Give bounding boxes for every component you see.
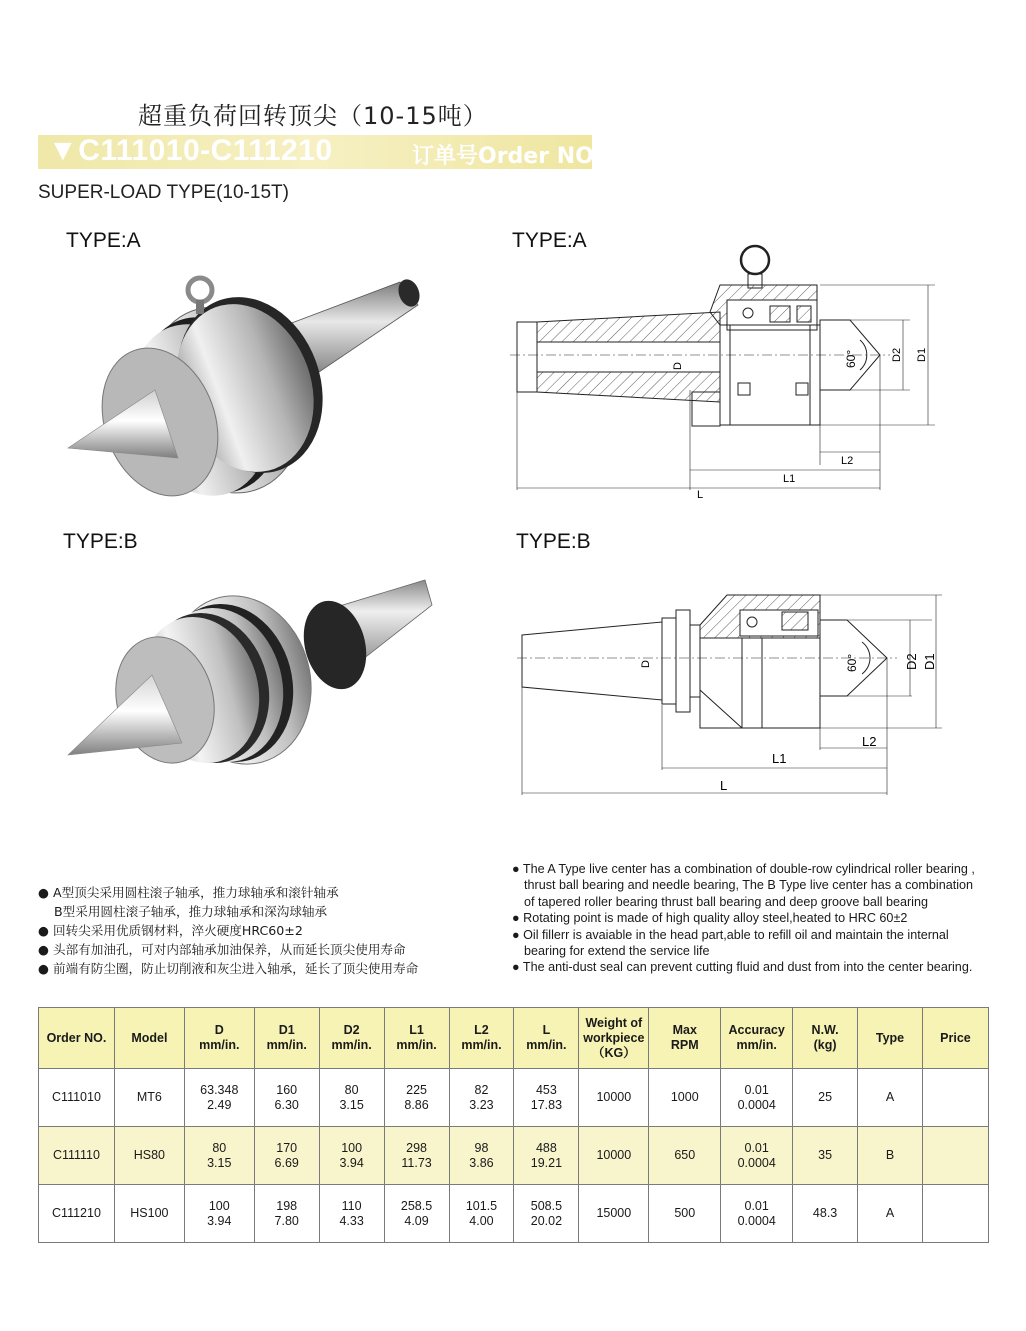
cell-line: 6.30: [274, 1097, 299, 1112]
col-header-line: Weight of: [585, 1015, 643, 1030]
cell-line: HS80: [133, 1148, 166, 1162]
cell-line: 11.73: [401, 1155, 432, 1170]
cell-line: 82: [474, 1082, 489, 1097]
col-header-line: mm/in.: [396, 1038, 437, 1052]
cell-line: 160: [276, 1082, 298, 1097]
col-header-line: D: [214, 1023, 224, 1037]
dim-b-l2: L2: [862, 734, 877, 749]
cell-line: 7.80: [274, 1213, 299, 1228]
dim-b-d2: D2: [904, 653, 919, 670]
spec-table: [38, 1007, 989, 1243]
note-en-7: ● The anti-dust seal can prevent cutting fluid and dust from into the center bearing.: [512, 960, 973, 975]
table-cell: [114, 1127, 184, 1185]
note-en-5: ● Oil fillerr is avaiable in the head part,able to refill oil and maintain the internal: [512, 927, 949, 942]
col-header: [39, 1008, 115, 1069]
cell-line: 3.15: [207, 1155, 232, 1170]
cell-line: 25: [818, 1090, 833, 1104]
col-header: [922, 1008, 988, 1069]
cell-line: 1000: [670, 1090, 699, 1104]
cell-line: 0.01: [744, 1140, 769, 1155]
table-cell: [922, 1127, 988, 1185]
cell-line: 63.348: [200, 1082, 239, 1097]
table-header-row: [39, 1008, 989, 1069]
col-header: [858, 1008, 923, 1069]
cell-line: 80: [344, 1082, 359, 1097]
table-cell: [384, 1127, 449, 1185]
table-cell: [39, 1185, 115, 1243]
type-a-drawing-label: TYPE:A: [512, 229, 587, 252]
cell-line: 20.02: [530, 1213, 563, 1228]
table-cell: [649, 1069, 721, 1127]
table-cell: [721, 1185, 793, 1243]
cell-line: 225: [406, 1082, 427, 1097]
table-cell: [514, 1069, 579, 1127]
table-cell: [579, 1185, 649, 1243]
dim-a-d2: D2: [891, 347, 903, 362]
table-cell: [793, 1127, 858, 1185]
cell-line: 0.01: [744, 1082, 769, 1097]
col-header-line: L2: [474, 1023, 489, 1037]
col-header-line: RPM: [670, 1038, 699, 1052]
table-cell: [114, 1069, 184, 1127]
col-header: [579, 1008, 649, 1069]
col-header-line: L1: [409, 1023, 424, 1037]
col-header: [384, 1008, 449, 1069]
cell-line: 0.0004: [737, 1097, 776, 1112]
product-photo-type-a: [60, 260, 440, 500]
order-no-label: 订单号Order NO.: [412, 144, 602, 169]
dim-b-l: L: [720, 778, 728, 793]
col-header-line: workpiece: [583, 1030, 645, 1045]
cell-line: 3.86: [469, 1155, 494, 1170]
cell-line: 8.86: [404, 1097, 429, 1112]
table-cell: [114, 1185, 184, 1243]
table-cell: [319, 1185, 384, 1243]
col-header: [254, 1008, 319, 1069]
cell-line: 3.94: [207, 1213, 232, 1228]
table-cell: [449, 1185, 514, 1243]
cell-line: 3.23: [469, 1097, 494, 1112]
technical-drawing-type-a: [505, 240, 945, 500]
cell-line: 3.94: [339, 1155, 364, 1170]
col-header-line: （KG）: [591, 1045, 636, 1060]
col-header-line: mm/in.: [461, 1038, 502, 1052]
table-cell: [514, 1127, 579, 1185]
type-a-photo-label: TYPE:A: [66, 229, 141, 252]
type-b-photo-label: TYPE:B: [63, 530, 138, 553]
table-row: [39, 1127, 989, 1185]
col-header: [319, 1008, 384, 1069]
type-b-drawing-label: TYPE:B: [516, 530, 591, 553]
table-cell: [922, 1185, 988, 1243]
cell-line: C111010: [52, 1090, 101, 1104]
col-header-line: Max: [672, 1023, 697, 1037]
dim-a-l2: L2: [841, 455, 854, 467]
col-header-line: (kg): [813, 1038, 837, 1052]
cell-line: 100: [341, 1140, 363, 1155]
col-header-line: Accuracy: [728, 1023, 785, 1037]
table-row: [39, 1185, 989, 1243]
cell-line: 4.33: [339, 1213, 364, 1228]
cell-line: C111110: [52, 1148, 100, 1162]
cell-line: 2.49: [207, 1097, 232, 1112]
table-cell: [721, 1069, 793, 1127]
cell-line: 4.00: [469, 1213, 494, 1228]
cell-line: 19.21: [530, 1155, 563, 1170]
col-header-line: mm/in.: [331, 1038, 372, 1052]
table-cell: [384, 1185, 449, 1243]
cell-line: A: [885, 1206, 895, 1220]
col-header-line: mm/in.: [736, 1038, 777, 1052]
col-header-line: D2: [343, 1023, 360, 1037]
table-cell: [449, 1127, 514, 1185]
col-header: [649, 1008, 721, 1069]
note-cn-4: ● 头部有加油孔，可对内部轴承加油保养，从而延长顶尖使用寿命: [38, 942, 406, 957]
table-cell: [254, 1127, 319, 1185]
table-cell: [254, 1069, 319, 1127]
cell-line: 98: [474, 1140, 489, 1155]
note-en-3: of tapered roller bearing thrust ball bearing and deep groove ball bearing: [524, 894, 928, 909]
table-cell: [184, 1185, 254, 1243]
col-header: [184, 1008, 254, 1069]
cell-line: 6.69: [274, 1155, 299, 1170]
dim-a-l1: L1: [783, 473, 796, 485]
dim-b-l1: L1: [772, 751, 787, 766]
order-code-range: ▼C111010-C111210: [48, 134, 333, 167]
table-cell: [858, 1069, 923, 1127]
cell-line: 198: [276, 1198, 298, 1213]
col-header-line: Type: [875, 1030, 905, 1045]
note-en-2: thrust ball bearing and needle bearing, The B Type live center has a combination: [524, 878, 974, 893]
cell-line: 110: [341, 1198, 362, 1213]
note-cn-3: ● 回转尖采用优质钢材料，淬火硬度HRC60±2: [38, 923, 303, 938]
cell-line: 500: [674, 1206, 696, 1220]
cell-line: 35: [818, 1148, 833, 1162]
col-header-line: D1: [278, 1023, 295, 1037]
col-header-line: Price: [940, 1030, 971, 1045]
table-cell: [793, 1185, 858, 1243]
cell-line: 101.5: [465, 1198, 498, 1213]
cell-line: 258.5: [400, 1198, 433, 1213]
cell-line: 170: [276, 1140, 298, 1155]
cell-line: 650: [674, 1148, 696, 1162]
page-title-en: SUPER-LOAD TYPE(10-15T): [38, 182, 289, 203]
col-header: [721, 1008, 793, 1069]
dim-a-angle: 60°: [844, 349, 858, 368]
col-header: [114, 1008, 184, 1069]
dim-a-d1: D1: [916, 347, 928, 362]
col-header: [514, 1008, 579, 1069]
note-en-1: ● The A Type live center has a combination of double-row cylindrical roller bearing ,: [512, 862, 975, 876]
cell-line: 0.0004: [737, 1213, 776, 1228]
table-cell: [649, 1185, 721, 1243]
table-row: [39, 1069, 989, 1127]
cell-line: 10000: [596, 1090, 632, 1104]
table-cell: [649, 1127, 721, 1185]
table-cell: [319, 1127, 384, 1185]
cell-line: HS100: [130, 1206, 169, 1220]
table-cell: [721, 1127, 793, 1185]
table-cell: [449, 1069, 514, 1127]
table-cell: [254, 1185, 319, 1243]
table-cell: [922, 1069, 988, 1127]
cell-line: C111210: [52, 1206, 101, 1220]
feature-notes-en: [512, 861, 975, 976]
dim-b-d1: D1: [922, 653, 937, 670]
cell-line: 0.01: [744, 1198, 769, 1213]
cell-line: 4.09: [404, 1213, 429, 1228]
col-header: [449, 1008, 514, 1069]
cell-line: 488: [535, 1140, 557, 1155]
note-en-4: ● Rotating point is made of high quality alloy steel,heated to HRC 60±2: [512, 911, 908, 926]
cell-line: 48.3: [812, 1206, 838, 1220]
col-header-line: mm/in.: [199, 1038, 240, 1052]
col-header-line: mm/in.: [526, 1038, 567, 1052]
cell-line: MT6: [136, 1090, 162, 1104]
table-cell: [579, 1127, 649, 1185]
table-cell: [858, 1127, 923, 1185]
product-photo-type-b: [60, 575, 440, 775]
table-cell: [858, 1185, 923, 1243]
col-header-line: Model: [131, 1030, 168, 1045]
cell-line: 0.0004: [737, 1155, 776, 1170]
table-cell: [39, 1069, 115, 1127]
table-cell: [39, 1127, 115, 1185]
table-cell: [184, 1127, 254, 1185]
col-header-line: mm/in.: [266, 1038, 307, 1052]
cell-line: 10000: [596, 1148, 632, 1162]
col-header-line: Order NO.: [46, 1030, 107, 1045]
cell-line: 453: [535, 1082, 557, 1097]
dim-a-d: D: [672, 362, 684, 370]
cell-line: 80: [212, 1140, 227, 1155]
cell-line: B: [885, 1148, 895, 1162]
table-cell: [793, 1069, 858, 1127]
table-cell: [184, 1069, 254, 1127]
cell-line: 17.83: [530, 1097, 563, 1112]
cell-line: 15000: [596, 1206, 632, 1220]
table-cell: [579, 1069, 649, 1127]
table-cell: [384, 1069, 449, 1127]
cell-line: 100: [208, 1198, 230, 1213]
feature-notes-cn: [38, 883, 418, 978]
col-header-line: N.W.: [811, 1023, 839, 1037]
cell-line: 508.5: [530, 1198, 563, 1213]
col-header-line: L: [542, 1023, 551, 1037]
note-cn-2: B型采用圆柱滚子轴承，推力球轴承和深沟球轴承: [54, 904, 328, 919]
note-en-6: bearing for extend the service life: [524, 944, 710, 959]
dim-b-d: D: [640, 660, 652, 668]
cell-line: 298: [406, 1140, 427, 1155]
note-cn-1: ● A型顶尖采用圆柱滚子轴承，推力球轴承和滚针轴承: [38, 885, 339, 900]
cell-line: A: [885, 1090, 895, 1104]
table-cell: [319, 1069, 384, 1127]
technical-drawing-type-b: [512, 580, 952, 800]
table-cell: [514, 1185, 579, 1243]
dim-b-angle: 60°: [845, 653, 859, 672]
note-cn-5: ● 前端有防尘圈，防止切削液和灰尘进入轴承，延长了顶尖使用寿命: [38, 961, 419, 976]
page-title-cn: 超重负荷回转顶尖（10-15吨）: [138, 102, 488, 130]
col-header: [793, 1008, 858, 1069]
dim-a-l: L: [697, 489, 704, 500]
cell-line: 3.15: [339, 1097, 364, 1112]
